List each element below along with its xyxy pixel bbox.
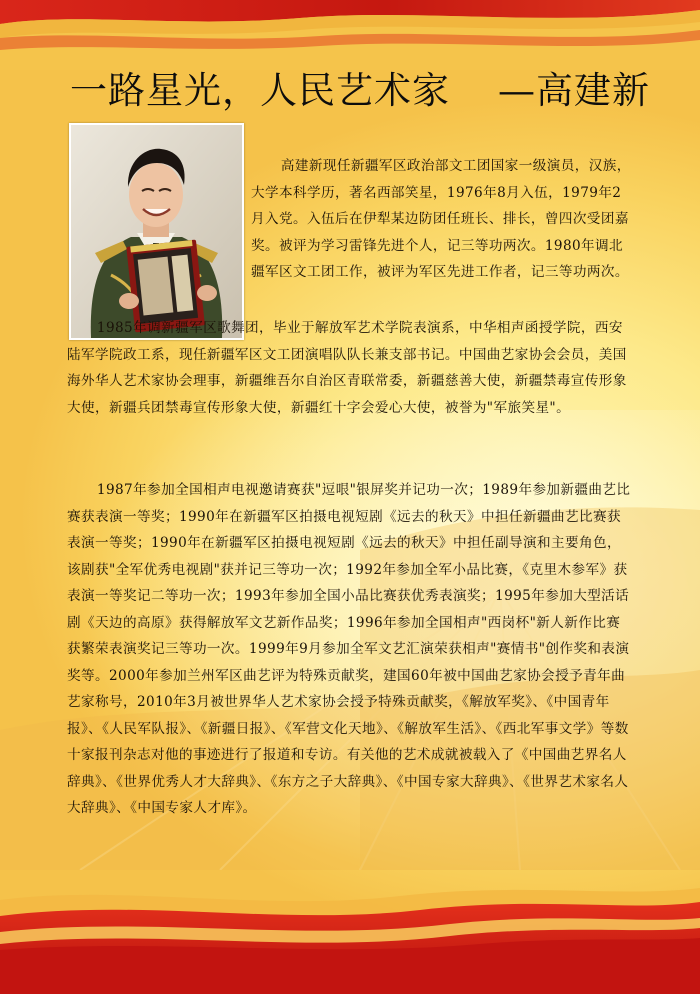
bottom-ribbon-decoration (0, 854, 700, 994)
title-name: —高建新 (498, 69, 650, 112)
title-main: 一路星光，人民艺术家 (70, 69, 450, 112)
page-title (70, 60, 650, 114)
portrait-illustration (71, 125, 242, 338)
paragraph-intro: 高建新现任新疆军区政治部文工团国家一级演员，汉族，大学本科学历，著名西部笑星，1976年8月入伍，1979年2月入党。入伍后在伊犁某边防团任班长、排长，曾四次受团嘉奖。被评为学习雷锋先进个人，记三等功两次。1980年调北疆军区文工团工作，被评为军区先进工作者，记三等功两次。 (251, 158, 631, 280)
paragraph-awards: 1987年参加全国相声电视邀请赛获"逗哏"银屏奖并记功一次；1989年参加新疆曲艺比赛获表演一等奖；1990年在新疆军区拍摄电视短剧《远去的秋天》中担任新疆曲艺比赛获表演一等奖；1990年在新疆军区拍摄电视短剧《远去的秋天》中担任副导演和主要角色，该剧获"全军优秀电视剧"获并记三等功一次；1992年参加全军小品比赛，《克里木参军》获表演一等奖记二等功一次；1993年参加全国小品比赛获优秀表演奖；1995年参加大型活话剧《天边的高原》获得解放军文艺新作品奖；1996年参加全国相声"西岗杯"新人新作比赛获繁荣表演奖记三等功一次。1999年9月参加全军文艺汇演荣获相声"赛情书"创作奖和表演奖等。2000年参加兰州军区曲艺评为特殊贡献奖，建国60年被中国曲艺家协会授予青年曲艺家称号，2010年3月被世界华人艺术家协会授予特殊贡献奖，《解放军奖》、《中国青年报》、《人民军队报》、《新疆日报》、《军营文化天地》、《解放军生活》、《西北军事文学》等数十家报刊杂志对他的事迹进行了报道和专访。有关他的艺术成就被载入了《中国曲艺界名人辞典》、《世界优秀人才大辞典》、《东方之子大辞典》、《中国专家大辞典》、《世界艺术家名人大辞典》、《中国专家人才库》。 (67, 482, 631, 816)
portrait-photo (69, 123, 244, 340)
paragraph-career: 1985年调新疆军区歌舞团，毕业于解放军艺术学院表演系，中华相声函授学院，西安陆军学院政工系，现任新疆军区文工团演唱队队长兼支部书记。中国曲艺家协会会员，美国海外华人艺术家协会理事，新疆维吾尔自治区青联常委，新疆慈善大使，新疆禁毒宣传形象大使，新疆兵团禁毒宣传形象大使，新疆红十字会爱心大使，被誉为"军旅笑星"。 (67, 320, 627, 416)
